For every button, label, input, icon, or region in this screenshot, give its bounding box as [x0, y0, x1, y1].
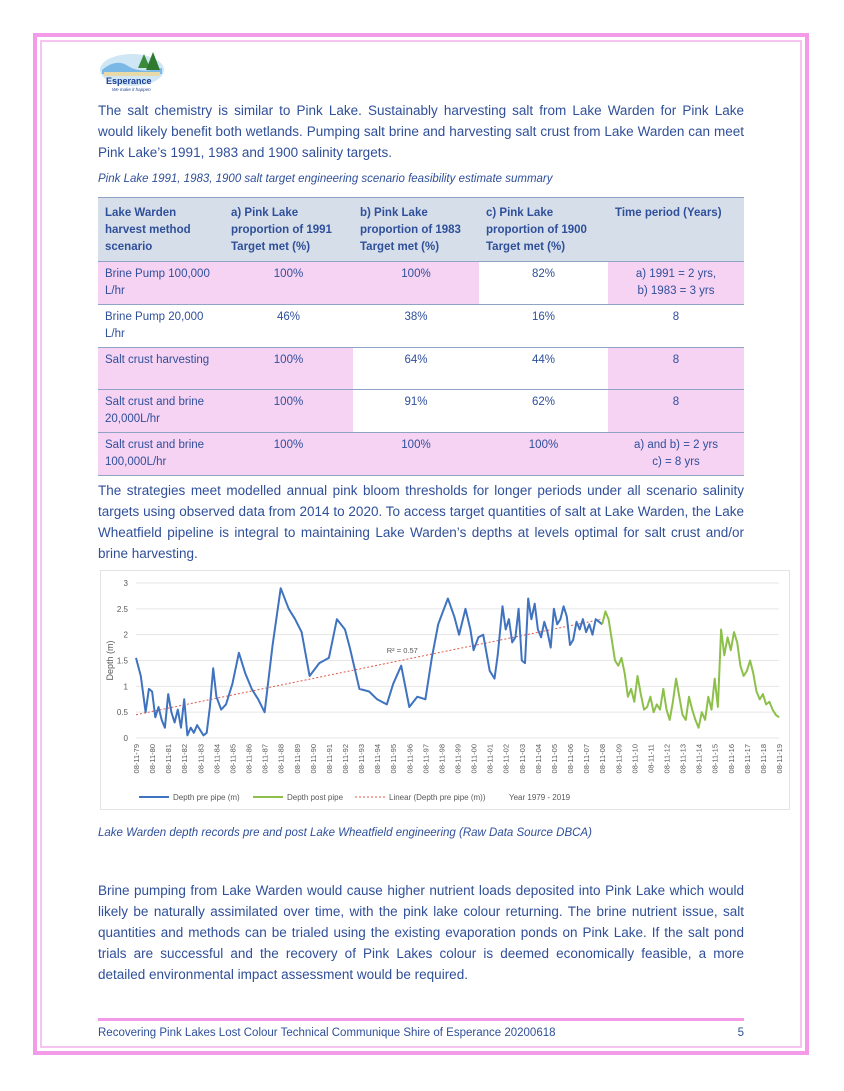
- r-squared-label: R² = 0.57: [386, 645, 418, 655]
- x-tick-label: 08-11-85: [228, 744, 238, 774]
- col-header-1983: b) Pink Lake proportion of 1983 Target met (%): [353, 198, 479, 262]
- x-tick-label: 08-11-02: [501, 744, 511, 774]
- x-tick-label: 08-11-99: [453, 744, 463, 774]
- cell-time: [608, 262, 744, 305]
- series-line-post-pipe: [602, 611, 779, 727]
- x-tick-label: 08-11-12: [662, 744, 672, 774]
- y-tick-label: 2: [123, 630, 128, 640]
- cell-1983: 100%: [353, 262, 479, 305]
- trend-line: [136, 619, 602, 715]
- x-tick-label: 08-11-94: [373, 744, 383, 774]
- x-tick-label: 08-11-82: [180, 744, 190, 774]
- y-tick-label: 0.5: [116, 708, 128, 718]
- time-line-1: a) and b) = 2 yrs: [633, 439, 719, 451]
- x-tick-label: 08-11-17: [742, 744, 752, 774]
- depth-chart: [100, 570, 790, 810]
- x-tick-label: 08-11-79: [132, 744, 141, 774]
- time-line-1: 8: [672, 396, 680, 408]
- y-tick-label: 1: [123, 682, 128, 692]
- cell-1900: 82%: [479, 262, 608, 305]
- time-line-1: 8: [672, 311, 680, 323]
- legend-label-trend: Linear (Depth pre pipe (m)): [389, 793, 486, 802]
- time-line-1: a) 1991 = 2 yrs,: [635, 268, 717, 280]
- cell-1991: 100%: [224, 262, 353, 305]
- svg-text:Esperance: Esperance: [106, 76, 152, 86]
- cell-time: [608, 390, 744, 433]
- y-tick-label: 0: [123, 734, 128, 743]
- x-tick-label: 08-11-00: [469, 744, 479, 774]
- x-tick-label: 08-11-92: [340, 744, 350, 774]
- x-tick-label: 08-11-11: [646, 744, 656, 773]
- feasibility-table: [98, 197, 744, 476]
- x-tick-label: 08-11-90: [308, 744, 318, 774]
- x-tick-label: 08-11-83: [196, 744, 206, 774]
- cell-time: [608, 433, 744, 476]
- time-line-2: b) 1983 = 3 yrs: [637, 285, 715, 297]
- table-row: [98, 390, 744, 433]
- x-tick-label: 08-11-18: [758, 744, 768, 774]
- x-tick-label: 08-11-03: [517, 744, 527, 774]
- x-tick-label: 08-11-81: [164, 744, 174, 774]
- x-tick-label: 08-11-06: [566, 744, 576, 774]
- chart-caption: Lake Warden depth records pre and post Lake Wheatfield engineering (Raw Data Source DBCA): [98, 827, 592, 839]
- cell-1991: 100%: [224, 433, 353, 476]
- y-tick-label: 2.5: [116, 604, 128, 614]
- time-line-2: c) = 8 yrs: [652, 456, 700, 468]
- x-tick-label: 08-11-86: [244, 744, 254, 774]
- cell-1900: 44%: [479, 348, 608, 390]
- legend-label-years: Year 1979 - 2019: [509, 793, 571, 802]
- x-tick-label: 08-11-97: [421, 744, 431, 774]
- y-tick-label: 3: [123, 579, 128, 588]
- y-tick-label: 1.5: [116, 656, 128, 666]
- shire-logo: [98, 48, 166, 94]
- footer-divider: [98, 1018, 744, 1021]
- x-tick-label: 08-11-15: [710, 744, 720, 774]
- x-tick-label: 08-11-16: [726, 744, 736, 774]
- col-header-1900: c) Pink Lake proportion of 1900 Target met (%): [479, 198, 608, 262]
- x-tick-label: 08-11-87: [260, 744, 270, 774]
- cell-1983: 64%: [353, 348, 479, 390]
- y-axis-label: Depth (m): [105, 640, 115, 681]
- x-tick-label: 08-11-84: [212, 744, 222, 774]
- strategies-paragraph: The strategies meet modelled annual pink bloom thresholds for longer periods under all scenario salinity targets using observed data from 2014 to 2020. To access target quantities of salt at Lake Warden, the Lake Wheatfield pipeline is integral to maintaining Lake Warden’s depths at levels optimal for salt crust and/or brine harvesting.: [98, 483, 744, 561]
- cell-1983: 91%: [353, 390, 479, 433]
- cell-1983: 100%: [353, 433, 479, 476]
- cell-1991: 46%: [224, 305, 353, 348]
- x-tick-label: 08-11-95: [389, 744, 399, 774]
- table-caption: Pink Lake 1991, 1983, 1900 salt target engineering scenario feasibility estimate summary: [98, 173, 553, 185]
- cell-scenario: Brine Pump 20,000 L/hr: [98, 305, 224, 348]
- cell-scenario: Salt crust and brine 100,000L/hr: [98, 433, 224, 476]
- x-tick-label: 08-11-04: [533, 744, 543, 774]
- cell-scenario: Salt crust harvesting: [98, 348, 224, 390]
- cell-time: [608, 305, 744, 348]
- closing-paragraph: Brine pumping from Lake Warden would cause higher nutrient loads deposited into Pink Lake which would likely be naturally assimilated over time, with the pink lake colour returning. The brine nutrient issue, salt quantities and methods can be trialed using the existing evaporation ponds on Pink Lake. If the salt pond trials are successful and the recovery of Pink Lakes colour is deemed economically feasible, a more detailed environmental impact assessment would be required.: [98, 883, 744, 982]
- cell-1991: 100%: [224, 390, 353, 433]
- x-tick-label: 08-11-08: [598, 744, 608, 774]
- footer-text: Recovering Pink Lakes Lost Colour Technical Communique Shire of Esperance 20200618: [98, 1027, 556, 1039]
- cell-1991: 100%: [224, 348, 353, 390]
- intro-paragraph: The salt chemistry is similar to Pink Lake. Sustainably harvesting salt from Lake Warden for Pink Lake would likely benefit both wetlands. Pumping salt brine and harvesting salt crust from Lake Warden can meet Pink Lake’s 1991, 1983 and 1900 salinity targets.: [98, 103, 744, 160]
- x-tick-label: 08-11-98: [437, 744, 447, 774]
- table-row: [98, 262, 744, 305]
- cell-time: [608, 348, 744, 390]
- cell-1900: 16%: [479, 305, 608, 348]
- x-tick-label: 08-11-07: [582, 744, 592, 774]
- x-tick-label: 08-11-09: [614, 744, 624, 774]
- cell-scenario: Brine Pump 100,000 L/hr: [98, 262, 224, 305]
- x-tick-label: 08-11-05: [549, 744, 559, 774]
- x-tick-label: 08-11-80: [148, 744, 158, 774]
- table-header-row: [98, 198, 744, 262]
- legend-label-pre-pipe: Depth pre pipe (m): [173, 793, 240, 802]
- cell-1983: 38%: [353, 305, 479, 348]
- x-tick-label: 08-11-88: [276, 744, 286, 774]
- cell-scenario: Salt crust and brine 20,000L/hr: [98, 390, 224, 433]
- legend-label-post-pipe: Depth post pipe: [287, 793, 344, 802]
- col-header-1991: a) Pink Lake proportion of 1991 Target met (%): [224, 198, 353, 262]
- cell-1900: 62%: [479, 390, 608, 433]
- table-row: [98, 305, 744, 348]
- x-tick-label: 08-11-01: [485, 744, 495, 774]
- x-tick-label: 08-11-13: [678, 744, 688, 774]
- series-line-pre-pipe: [136, 588, 602, 735]
- col-header-scenario: Lake Warden harvest method scenario: [98, 198, 224, 262]
- x-tick-label: 08-11-19: [775, 744, 784, 774]
- page-number: 5: [737, 1027, 744, 1039]
- x-tick-label: 08-11-93: [357, 744, 367, 774]
- depth-chart-svg: [101, 571, 789, 809]
- col-header-time: Time period (Years): [608, 198, 744, 262]
- x-tick-label: 08-11-91: [324, 744, 334, 774]
- table-row: [98, 433, 744, 476]
- x-tick-label: 08-11-96: [405, 744, 415, 774]
- table-row: [98, 348, 744, 390]
- x-tick-label: 08-11-89: [292, 744, 302, 774]
- x-tick-label: 08-11-10: [630, 744, 640, 774]
- x-tick-label: 08-11-14: [694, 744, 704, 774]
- cell-1900: 100%: [479, 433, 608, 476]
- footer: [98, 1027, 744, 1039]
- svg-text:We make it happen: We make it happen: [112, 87, 151, 92]
- time-line-1: 8: [672, 354, 680, 366]
